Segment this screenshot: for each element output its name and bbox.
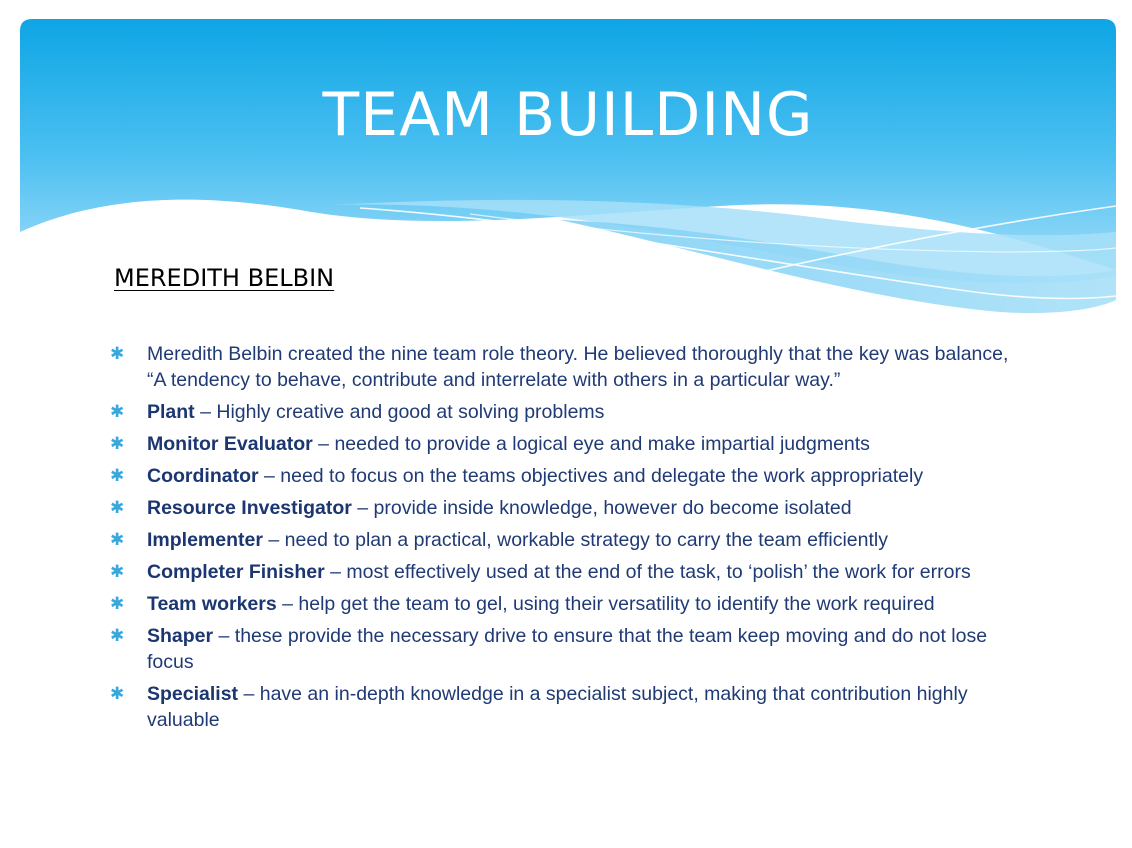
bullet-item	[110, 399, 1030, 425]
bullet-text: – need to plan a practical, workable strategy to carry the team efficiently	[262, 529, 889, 551]
bullet-text: – Highly creative and good at solving problems	[194, 401, 605, 423]
bullet-text: – need to focus on the teams objectives and delegate the work appropriately	[258, 465, 924, 487]
asterisk-bullet-icon: ✱	[110, 562, 125, 582]
bullet-text: – needed to provide a logical eye and make impartial judgments	[312, 433, 870, 455]
asterisk-bullet-icon: ✱	[110, 466, 125, 486]
asterisk-bullet-icon: ✱	[110, 402, 125, 422]
bullet-text: Meredith Belbin created the nine team role theory. He believed thoroughly that the key was balance, “A tendency to behave, contribute and interrelate with others in a particular way.”	[147, 343, 1009, 391]
bullet-term: Completer Finisher	[147, 561, 325, 583]
bullet-item	[110, 341, 1030, 393]
bullet-term: Resource Investigator	[147, 497, 352, 519]
bullet-item	[110, 463, 1030, 489]
bullet-text: – these provide the necessary drive to ensure that the team keep moving and do not lose focus	[147, 625, 988, 673]
bullet-text: – have an in-depth knowledge in a specialist subject, making that contribution highly valuable	[147, 683, 968, 731]
bullet-item	[110, 559, 1030, 585]
bullet-item	[110, 495, 1030, 521]
asterisk-bullet-icon: ✱	[110, 626, 125, 646]
bullet-item	[110, 623, 1030, 675]
bullet-term: Coordinator	[147, 465, 259, 487]
bullet-term: Monitor Evaluator	[147, 433, 313, 455]
bullet-item	[110, 431, 1030, 457]
bullet-text: – most effectively used at the end of the task, to ‘polish’ the work for errors	[324, 561, 971, 583]
asterisk-bullet-icon: ✱	[110, 684, 125, 704]
bullet-term: Shaper	[147, 625, 214, 647]
bullet-text: – help get the team to gel, using their versatility to identify the work required	[276, 593, 935, 615]
bullet-list	[110, 341, 1030, 739]
slide-title: TEAM BUILDING	[322, 80, 814, 150]
bullet-item	[110, 527, 1030, 553]
bullet-item	[110, 591, 1030, 617]
asterisk-bullet-icon: ✱	[110, 594, 125, 614]
bullet-term: Plant	[147, 401, 195, 423]
section-subtitle: MEREDITH BELBIN	[114, 264, 335, 292]
bullet-term: Implementer	[147, 529, 263, 551]
bullet-item	[110, 681, 1030, 733]
bullet-term: Team workers	[147, 593, 277, 615]
asterisk-bullet-icon: ✱	[110, 344, 125, 364]
asterisk-bullet-icon: ✱	[110, 530, 125, 550]
bullet-term: Specialist	[147, 683, 239, 705]
asterisk-bullet-icon: ✱	[110, 498, 125, 518]
asterisk-bullet-icon: ✱	[110, 434, 125, 454]
bullet-text: – provide inside knowledge, however do become isolated	[351, 497, 852, 519]
